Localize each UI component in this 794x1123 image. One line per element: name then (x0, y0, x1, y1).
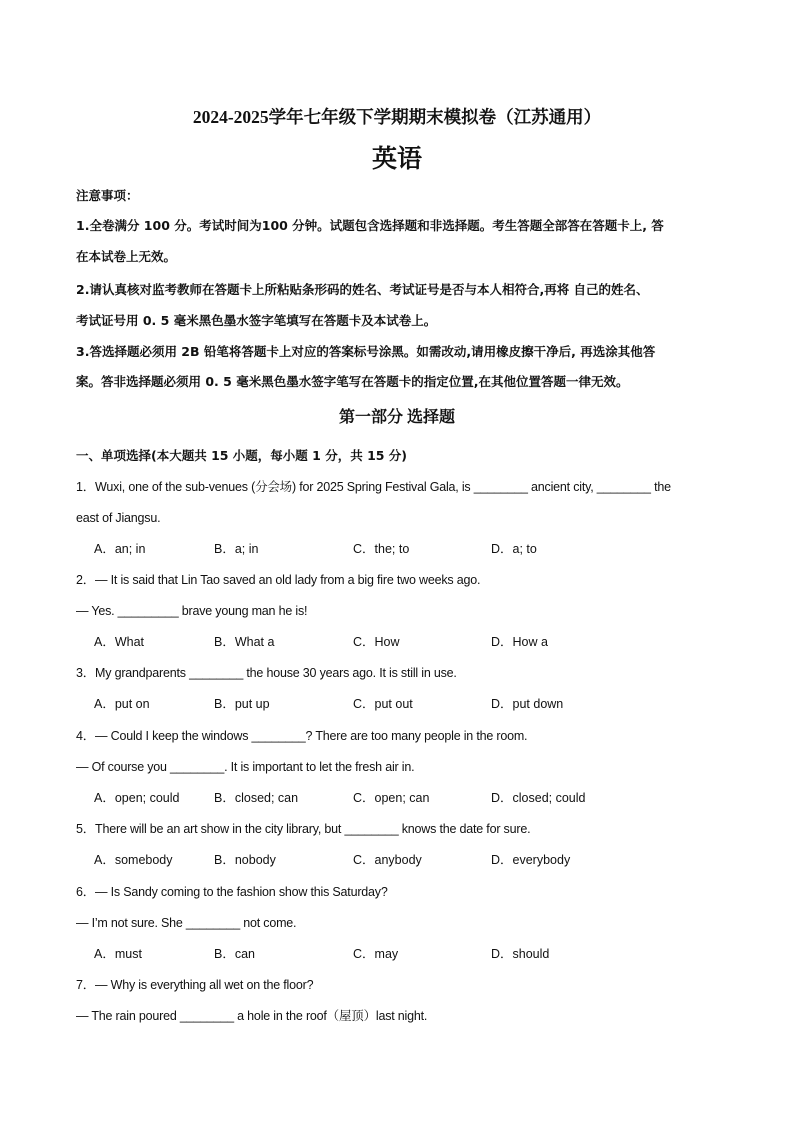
option-c: C．anybody (353, 853, 422, 867)
option-b: B．can (214, 947, 255, 961)
question-line: east of Jiangsu. (76, 511, 161, 525)
option-d: D．should (491, 947, 550, 961)
option-c: C．open; can (353, 791, 430, 805)
option-a: A．open; could (94, 791, 180, 805)
notes-line: 2.请认真核对监考教师在答题卡上所粘贴条形码的姓名、考试证号是否与本人相符合,再将 自己的姓名、 (76, 282, 649, 297)
option-d: D．a; to (491, 542, 537, 556)
option-c: C．put out (353, 697, 413, 711)
notes-heading: 注意事项： (76, 188, 139, 203)
exam-title: 2024-2025学年七年级下学期期末模拟卷（江苏通用） (192, 107, 602, 127)
question-line: 7．— Why is everything all wet on the floor? (76, 978, 314, 992)
part-title: 第一部分 选择题 (338, 409, 455, 426)
question-line: — I’m not sure. She ________ not come. (76, 916, 297, 930)
option-b: B．What a (214, 635, 275, 649)
option-d: D．everybody (491, 853, 571, 867)
notes-line: 考试证号用 0. 5 毫米黑色墨水签字笔填写在答题卡及本试卷上。 (76, 313, 437, 328)
question-line: — The rain poured ________ a hole in the roof（屋顶）last night. (76, 1009, 428, 1023)
option-a: A．put on (94, 697, 150, 711)
option-b: B．closed; can (214, 791, 299, 805)
subject-title: 英语 (371, 144, 422, 173)
question-line: 5．There will be an art show in the city library, but ________ knows the date for sure. (76, 822, 531, 836)
question-line: 1．Wuxi, one of the sub-venues (分会场) for 2025 Spring Festival Gala, is ________ ancient city, ________ the (76, 480, 671, 494)
option-d: D．closed; could (491, 791, 586, 805)
option-c: C．may (353, 947, 399, 961)
notes-line: 案。答非选择题必须用 0. 5 毫米黑色墨水签字笔写在答题卡的指定位置,在其他位置答题一律无效。 (76, 374, 629, 389)
option-b: B．a; in (214, 542, 259, 556)
option-d: D．put down (491, 697, 564, 711)
option-c: C．the; to (353, 542, 410, 556)
question-line: 6．— Is Sandy coming to the fashion show this Saturday? (76, 885, 388, 899)
question-line: — Yes. _________ brave young man he is! (76, 604, 308, 618)
option-a: A．an; in (94, 542, 146, 556)
option-b: B．put up (214, 697, 270, 711)
section-title: 一、单项选择(本大题共 15 小题，每小题 1 分，共 15 分) (76, 448, 408, 463)
notes-line: 3.答选择题必须用 2B 铅笔将答题卡上对应的答案标号涂黑。如需改动,请用橡皮擦干净后, 再选涂其他答 (76, 344, 656, 359)
question-line: 4．— Could I keep the windows ________? There are too many people in the room. (76, 729, 528, 743)
notes-line: 在本试卷上无效。 (76, 249, 177, 264)
option-d: D．How a (491, 635, 548, 649)
option-a: A．must (94, 947, 142, 961)
option-b: B．nobody (214, 853, 276, 867)
option-a: A．What (94, 635, 145, 649)
question-line: 3．My grandparents ________ the house 30 years ago. It is still in use. (76, 666, 457, 680)
option-a: A．somebody (94, 853, 173, 867)
question-line: — Of course you ________. It is important to let the fresh air in. (76, 760, 415, 774)
option-c: C．How (353, 635, 400, 649)
notes-line: 1.全卷满分 100 分。考试时间为100 分钟。试题包含选择题和非选择题。考生答题全部答在答题卡上, 答 (76, 218, 664, 233)
question-line: 2．— It is said that Lin Tao saved an old lady from a big fire two weeks ago. (76, 573, 481, 587)
